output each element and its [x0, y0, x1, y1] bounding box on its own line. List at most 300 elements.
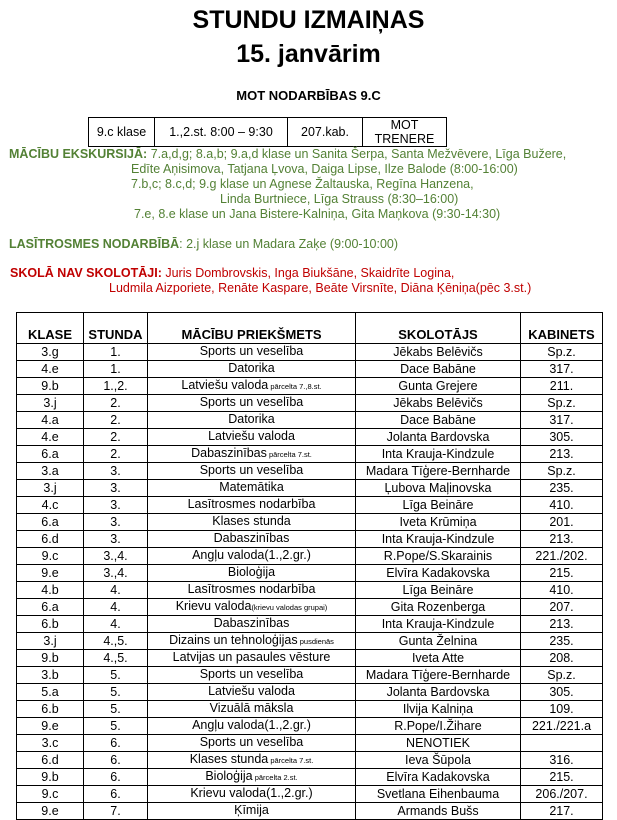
table-row [17, 718, 603, 735]
lesson-cell-text: 4. [110, 583, 121, 597]
subject-cell [148, 599, 356, 616]
table-row [17, 701, 603, 718]
teacher-cell [356, 429, 521, 446]
room-cell-text: 208. [549, 651, 574, 665]
lesson-cell [84, 548, 148, 565]
lesson-cell [84, 446, 148, 463]
class-cell-text: 9.e [41, 719, 59, 733]
room-cell-text: Sp.z. [547, 396, 576, 410]
subject-cell-text: Latvijas un pasaules vēsture [172, 650, 331, 664]
class-cell [17, 752, 84, 769]
mot-time: 1.,2.st. 8:00 – 9:30 [155, 118, 288, 147]
mot-room: 207.kab. [288, 118, 363, 147]
class-cell [17, 361, 84, 378]
mot-heading: MOT NODARBĪBAS 9.C [236, 88, 381, 103]
room-cell [521, 480, 603, 497]
table-row [17, 514, 603, 531]
table-row [17, 548, 603, 565]
subject-cell-text: Klases stunda [212, 514, 291, 528]
subject-cell-text: Angļu valoda(1.,2.gr.) [192, 718, 311, 732]
lesson-cell [84, 412, 148, 429]
room-cell-text: 201. [549, 515, 574, 529]
teacher-cell [356, 565, 521, 582]
header-stunda: STUNDA [84, 313, 148, 344]
class-cell [17, 803, 84, 820]
room-cell [521, 548, 603, 565]
header-teacher: SKOLOTĀJS [356, 313, 521, 344]
page-title: STUNDU IZMAIŅAS [192, 6, 425, 34]
class-cell [17, 616, 84, 633]
class-cell-text: 9.b [41, 651, 59, 665]
table-row [17, 769, 603, 786]
header-klase: KLASE [17, 313, 84, 344]
teacher-cell [356, 531, 521, 548]
room-cell-text: 211. [549, 379, 574, 393]
room-cell-text: Sp.z. [547, 668, 576, 682]
teacher-cell-text: R.Pope/S.Skarainis [383, 549, 493, 563]
room-cell-text: 206./207. [535, 787, 588, 801]
subject-cell [148, 565, 356, 582]
absent-text: Juris Dombrovskis, Inga Biukšāne, Skaidrīte Logina, [165, 266, 455, 280]
teacher-cell-text: NENOTIEK [406, 736, 470, 750]
room-cell [521, 803, 603, 820]
teacher-cell [356, 480, 521, 497]
room-cell [521, 752, 603, 769]
room-cell-text: 235. [549, 634, 574, 648]
teacher-cell [356, 412, 521, 429]
lesson-cell-text: 6. [110, 736, 121, 750]
room-cell-text: 305. [549, 685, 574, 699]
room-cell-text: 221./221.a [531, 719, 592, 733]
subject-cell [148, 786, 356, 803]
class-cell-text: 4.a [41, 413, 59, 427]
lesson-cell-text: 2. [110, 447, 121, 461]
lesson-cell [84, 667, 148, 684]
class-cell-text: 9.e [41, 804, 59, 818]
subject-cell-text: Ķīmija [234, 803, 269, 817]
lesson-cell [84, 582, 148, 599]
room-cell-text: 213. [549, 532, 574, 546]
lesson-cell-text: 4. [110, 617, 121, 631]
subject-cell-text: Angļu valoda(1.,2.gr.) [192, 548, 311, 562]
teacher-cell-text: Ieva Šūpola [404, 753, 472, 767]
lesson-cell-text: 3. [110, 532, 121, 546]
room-cell [521, 344, 603, 361]
lesson-cell-text: 4. [110, 600, 121, 614]
table-row [17, 616, 603, 633]
room-cell-text: 215. [549, 566, 574, 580]
teacher-cell-text: Līga Beināre [402, 498, 474, 512]
lesson-cell [84, 616, 148, 633]
lesson-cell [84, 684, 148, 701]
subject-cell-text: Vizuālā māksla [209, 701, 294, 715]
class-cell [17, 769, 84, 786]
teacher-cell-text: Jēkabs Belēvičs [393, 345, 483, 359]
room-cell [521, 650, 603, 667]
subject-note: (krievu valodas grupai) [251, 603, 328, 612]
room-cell-text: 317. [549, 413, 574, 427]
subject-cell-text: Krievu valoda(1.,2.gr.) [190, 786, 313, 800]
room-cell [521, 429, 603, 446]
teacher-cell [356, 769, 521, 786]
excursion-line-5: 7.e, 8.e klase un Jana Bistere-Kalniņa, Gita Maņkova (9:30-14:30) [134, 207, 501, 221]
class-cell-text: 6.d [41, 532, 59, 546]
excursion-line-1 [9, 147, 566, 161]
subject-cell [148, 463, 356, 480]
subject-cell [148, 769, 356, 786]
teacher-cell [356, 803, 521, 820]
reading-label: LASĪTROSMES NODARBĪBĀ [9, 237, 180, 251]
lesson-cell [84, 718, 148, 735]
subject-cell [148, 395, 356, 412]
subject-cell-text: Sports un veselība [199, 395, 304, 409]
lesson-cell-text: 4.,5. [103, 651, 128, 665]
class-cell-text: 9.c [41, 787, 59, 801]
class-cell-text: 3.a [41, 464, 59, 478]
table-row [17, 803, 603, 820]
teacher-cell [356, 616, 521, 633]
lesson-cell [84, 480, 148, 497]
subject-cell-text: Sports un veselība [199, 667, 304, 681]
subject-cell-text: Datorika [228, 412, 275, 426]
room-cell [521, 463, 603, 480]
class-cell [17, 684, 84, 701]
class-cell [17, 514, 84, 531]
room-cell-text: 207. [549, 600, 574, 614]
class-cell-text: 3.g [41, 345, 59, 359]
room-cell-text: 215. [549, 770, 574, 784]
class-cell-text: 6.d [41, 753, 59, 767]
room-cell [521, 446, 603, 463]
class-cell [17, 531, 84, 548]
class-cell [17, 463, 84, 480]
room-cell [521, 497, 603, 514]
class-cell [17, 378, 84, 395]
class-cell [17, 786, 84, 803]
room-cell [521, 582, 603, 599]
teacher-cell [356, 378, 521, 395]
teacher-cell [356, 735, 521, 752]
subject-cell-text: Klases stunda [189, 752, 269, 766]
excursion-line-2: Edīte Aņisimova, Tatjana Ļvova, Daiga Lipse, Ilze Balode (8:00-16:00) [131, 162, 518, 176]
teacher-cell [356, 446, 521, 463]
class-cell [17, 412, 84, 429]
room-cell-text: 410. [549, 583, 574, 597]
class-cell-text: 4.e [41, 362, 59, 376]
reading-line [9, 237, 398, 251]
class-cell [17, 480, 84, 497]
subject-cell [148, 446, 356, 463]
subject-cell-text: Latviešu valoda [208, 684, 295, 698]
room-cell [521, 412, 603, 429]
changes-table [16, 312, 603, 820]
teacher-cell-text: Jolanta Bardovska [386, 685, 490, 699]
subject-cell [148, 701, 356, 718]
excursion-label: MĀCĪBU EKSKURSIJĀ: [9, 147, 148, 161]
lesson-cell-text: 3. [110, 481, 121, 495]
class-cell [17, 701, 84, 718]
date-heading: 15. janvārim [236, 40, 381, 68]
class-cell [17, 599, 84, 616]
class-cell [17, 650, 84, 667]
class-cell-text: 9.e [41, 566, 59, 580]
lesson-cell-text: 6. [110, 753, 121, 767]
room-cell-text: 235. [549, 481, 574, 495]
teacher-cell-text: Gunta Grejere [398, 379, 478, 393]
subject-cell-text: Bioloģija [227, 565, 276, 579]
room-cell-text: 217. [549, 804, 574, 818]
class-cell [17, 735, 84, 752]
class-cell-text: 9.b [41, 770, 59, 784]
class-cell [17, 344, 84, 361]
room-cell [521, 735, 603, 752]
teacher-cell-text: Gunta Želnina [398, 634, 478, 648]
room-cell [521, 531, 603, 548]
lesson-cell-text: 5. [110, 702, 121, 716]
lesson-cell [84, 803, 148, 820]
lesson-cell-text: 1. [110, 362, 121, 376]
table-row [17, 361, 603, 378]
room-cell-text: 317. [549, 362, 574, 376]
excursion-text: 7.a,d,g; 8.a,b; 9.a,d klase un Sanita Šerpa, Santa Mežvēvere, Līga Bužere, [150, 147, 567, 161]
room-cell [521, 378, 603, 395]
lesson-cell [84, 599, 148, 616]
room-cell [521, 616, 603, 633]
subject-cell [148, 361, 356, 378]
class-cell [17, 633, 84, 650]
class-cell [17, 548, 84, 565]
teacher-cell-text: Ļubova Maļinovska [384, 481, 492, 495]
room-cell [521, 718, 603, 735]
teacher-cell-text: Madara Tīģere-Bernharde [365, 668, 511, 682]
table-row [17, 582, 603, 599]
class-cell-text: 6.a [41, 600, 59, 614]
subject-cell [148, 803, 356, 820]
lesson-cell [84, 463, 148, 480]
excursion-line-3: 7.b,c; 8.c,d; 9.g klase un Agnese Žaltauska, Regīna Hanzena, [131, 177, 474, 191]
subject-cell [148, 650, 356, 667]
teacher-cell-text: Ilvija Kalniņa [402, 702, 474, 716]
excursion-line-4: Linda Burtniece, Līga Strauss (8:30–16:00) [220, 192, 459, 206]
class-cell-text: 6.b [41, 702, 59, 716]
teacher-cell [356, 786, 521, 803]
teacher-cell [356, 650, 521, 667]
lesson-cell [84, 378, 148, 395]
class-cell-text: 4.e [41, 430, 59, 444]
subject-cell [148, 344, 356, 361]
teacher-cell [356, 684, 521, 701]
room-cell [521, 684, 603, 701]
subject-cell [148, 497, 356, 514]
lesson-cell [84, 633, 148, 650]
subject-cell-text: Datorika [228, 361, 275, 375]
subject-cell-text: Matemātika [219, 480, 284, 494]
lesson-cell [84, 735, 148, 752]
subject-note: pārcelta 7.,8.st. [268, 382, 322, 391]
teacher-cell-text: Inta Krauja-Kindzule [381, 617, 495, 631]
teacher-cell [356, 718, 521, 735]
lesson-cell-text: 3.,4. [103, 549, 128, 563]
room-cell-text: 213. [549, 447, 574, 461]
absent-line-1 [10, 266, 454, 280]
room-cell-text: Sp.z. [547, 464, 576, 478]
teacher-cell [356, 752, 521, 769]
room-cell-text: 213. [549, 617, 574, 631]
subject-cell [148, 429, 356, 446]
lesson-cell [84, 769, 148, 786]
lesson-cell-text: 3. [110, 498, 121, 512]
absent-line-2: Ludmila Aizporiete, Renāte Kaspare, Beāte Virsnīte, Diāna Ķēniņa(pēc 3.st.) [109, 281, 532, 295]
lesson-cell-text: 3. [110, 464, 121, 478]
lesson-cell [84, 565, 148, 582]
subject-cell [148, 378, 356, 395]
room-cell [521, 565, 603, 582]
room-cell [521, 701, 603, 718]
teacher-cell [356, 463, 521, 480]
table-row [17, 480, 603, 497]
class-cell [17, 497, 84, 514]
room-cell-text: 221./202. [535, 549, 588, 563]
table-row [17, 752, 603, 769]
class-cell-text: 4.c [41, 498, 59, 512]
lesson-cell [84, 650, 148, 667]
lesson-cell [84, 344, 148, 361]
teacher-cell-text: Elvīra Kadakovska [386, 770, 490, 784]
teacher-cell-text: Iveta Krūmiņa [399, 515, 477, 529]
class-cell-text: 3.j [43, 396, 57, 410]
subject-cell-text: Sports un veselība [199, 735, 304, 749]
subject-cell [148, 531, 356, 548]
teacher-cell [356, 548, 521, 565]
lesson-cell [84, 786, 148, 803]
subject-cell [148, 684, 356, 701]
class-cell [17, 582, 84, 599]
table-row [17, 599, 603, 616]
room-cell-text: Sp.z. [547, 345, 576, 359]
teacher-cell [356, 599, 521, 616]
class-cell-text: 4.b [41, 583, 59, 597]
room-cell [521, 361, 603, 378]
lesson-cell [84, 429, 148, 446]
lesson-cell-text: 7. [110, 804, 121, 818]
header-subject: MĀCĪBU PRIEKŠMETS [148, 313, 356, 344]
teacher-cell-text: Jolanta Bardovska [386, 430, 490, 444]
teacher-cell-text: Svetlana Eihenbauma [376, 787, 500, 801]
teacher-cell [356, 701, 521, 718]
lesson-cell-text: 1.,2. [103, 379, 128, 393]
teacher-cell [356, 361, 521, 378]
lesson-cell-text: 6. [110, 770, 121, 784]
lesson-cell-text: 3. [110, 515, 121, 529]
table-row [17, 650, 603, 667]
header-room: KABINETS [521, 313, 603, 344]
lesson-cell [84, 531, 148, 548]
teacher-cell [356, 344, 521, 361]
room-cell-text: 410. [549, 498, 574, 512]
subject-cell-text: Dabaszinības [213, 531, 290, 545]
subject-cell [148, 718, 356, 735]
table-row [17, 463, 603, 480]
class-cell-text: 6.a [41, 447, 59, 461]
subject-cell [148, 667, 356, 684]
teacher-cell-text: Dace Babāne [400, 413, 476, 427]
teacher-cell [356, 582, 521, 599]
class-cell-text: 6.a [41, 515, 59, 529]
subject-cell [148, 548, 356, 565]
subject-note: pārcelta 7.st. [268, 756, 314, 765]
subject-cell-text: Lasītrosmes nodarbība [187, 497, 316, 511]
subject-cell-text: Krievu valoda [175, 599, 252, 613]
mot-trainer: MOT TRENERE [363, 118, 447, 147]
table-row [17, 565, 603, 582]
mot-class: 9.c klase [89, 118, 155, 147]
class-cell [17, 718, 84, 735]
table-row [17, 344, 603, 361]
lesson-cell [84, 701, 148, 718]
mot-table [88, 117, 447, 147]
reading-text: : 2.j klase un Madara Zaķe (9:00-10:00) [179, 237, 399, 251]
teacher-cell-text: Iveta Atte [411, 651, 465, 665]
subject-note: pusdienās [297, 637, 334, 646]
table-row [17, 412, 603, 429]
teacher-cell-text: R.Pope/I.Žihare [394, 719, 482, 733]
teacher-cell-text: Madara Tīģere-Bernharde [365, 464, 511, 478]
table-row [17, 786, 603, 803]
subject-cell [148, 616, 356, 633]
table-row [17, 684, 603, 701]
subject-cell-text: Dabaszinības [213, 616, 290, 630]
subject-cell-text: Lasītrosmes nodarbība [187, 582, 316, 596]
teacher-cell-text: Inta Krauja-Kindzule [381, 447, 495, 461]
class-cell-text: 3.j [43, 481, 57, 495]
lesson-cell-text: 4.,5. [103, 634, 128, 648]
subject-cell [148, 480, 356, 497]
class-cell-text: 6.b [41, 617, 59, 631]
teacher-cell [356, 667, 521, 684]
subject-cell [148, 514, 356, 531]
lesson-cell-text: 5. [110, 685, 121, 699]
room-cell [521, 633, 603, 650]
table-row [17, 735, 603, 752]
room-cell [521, 395, 603, 412]
room-cell-text: 109. [549, 702, 574, 716]
class-cell-text: 3.b [41, 668, 59, 682]
lesson-cell [84, 361, 148, 378]
table-row [17, 395, 603, 412]
lesson-cell [84, 752, 148, 769]
class-cell-text: 3.j [43, 634, 57, 648]
table-row [17, 667, 603, 684]
subject-cell-text: Dabaszinības [191, 446, 267, 460]
subject-cell-text: Sports un veselība [199, 463, 304, 477]
lesson-cell [84, 497, 148, 514]
class-cell [17, 446, 84, 463]
room-cell [521, 514, 603, 531]
table-row [17, 531, 603, 548]
teacher-cell-text: Jēkabs Belēvičs [393, 396, 483, 410]
lesson-cell-text: 2. [110, 413, 121, 427]
table-row [17, 633, 603, 650]
class-cell-text: 5.a [41, 685, 59, 699]
teacher-cell [356, 633, 521, 650]
teacher-cell [356, 395, 521, 412]
subject-note: pārcelta 7.st. [266, 450, 312, 459]
lesson-cell-text: 6. [110, 787, 121, 801]
subject-cell [148, 412, 356, 429]
lesson-cell [84, 514, 148, 531]
room-cell-text: 316. [549, 753, 574, 767]
teacher-cell-text: Armands Bušs [397, 804, 479, 818]
